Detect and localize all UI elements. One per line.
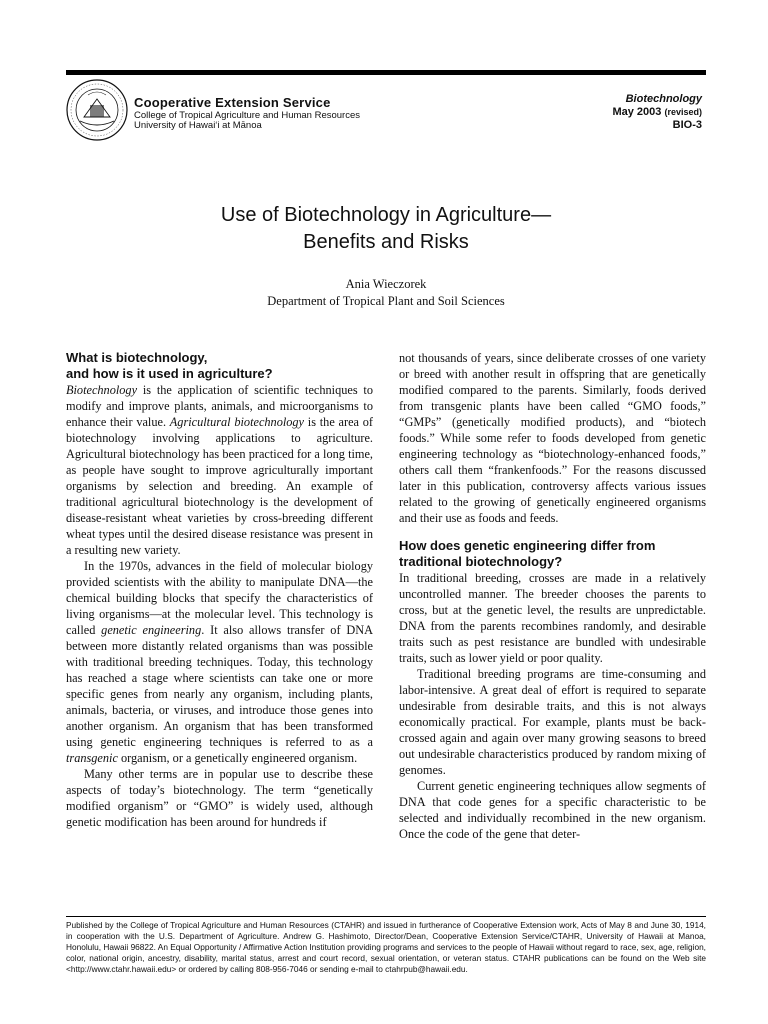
heading-line-2: and how is it used in agriculture? (66, 366, 273, 381)
right-column (399, 350, 706, 842)
publication-date-line (612, 106, 702, 119)
text-span: . It also allows transfer of DNA between more distantly related organisms than was possible with traditional breeding techniques. Today, this technology has reached a stage where scientists can take one or more specific genes from nearly any organism, including plants, animals, bacteria, or viruses, and introduce those genes into another organism. An organism that has been transformed using genetic engineering techniques is referred to as a (66, 623, 373, 749)
byline (66, 276, 706, 310)
paragraph-current-techniques: Current genetic engineering techniques allow segments of DNA that code genes for a specific characteristic to be selected and individually recombined in the new organism. Once the code of the gene that deter- (399, 779, 706, 841)
paragraph-definition (66, 382, 373, 558)
document-title (66, 202, 706, 256)
paragraph-time-consuming: Traditional breeding programs are time-consuming and labor-intensive. A great deal of effort is required to separate undesirable from desirable traits, and this is not always economically practical. For example, plants must be back-crossed again and again over many growing seasons to breed out undesirable characteristics produced by random mixing of genomes. (399, 667, 706, 777)
section-heading-genetic-engineering (399, 538, 706, 570)
term-agricultural-biotechnology: Agricultural biotechnology (169, 415, 305, 429)
title-line-2: Benefits and Risks (303, 231, 469, 253)
term-genetic-engineering: genetic engineering (101, 623, 202, 637)
footer-rule (66, 916, 706, 917)
heading-line-1: What is biotechnology, (66, 350, 208, 365)
paragraph-continued: not thousands of years, since deliberate crosses of one variety or breed with another result in offspring that are genetically modified compared to the parents. Similarly, foods derived from transgenic plants have been called “GMO foods,” “GMPs” (genetically modified products), and “biotech foods.” While some refer to foods developed from genetic engineering technology as “biotechnology-enhanced foods,” others call them “frankenfoods.” For the reasons discussed later in this publication, controversy affects various issues related to the growing of genetically engineered organisms and their use as foods and feeds. (399, 351, 706, 525)
heading-line-1: How does genetic engineering differ from (399, 538, 656, 553)
paragraph-1970s (66, 558, 373, 766)
paragraph-terms: Many other terms are in popular use to describe these aspects of today’s biotechnology. The term “genetically modified organism” or “GMO” is widely used, although genetic modification has been around for hundreds if (66, 767, 373, 829)
left-column (66, 350, 373, 830)
author-name: Ania Wieczorek (345, 277, 427, 291)
title-line-1: Use of Biotechnology in Agriculture— (220, 204, 552, 226)
publication-date: May 2003 (612, 106, 662, 118)
heading-line-2: traditional biotechnology? (399, 554, 563, 569)
publication-footer: Published by the College of Tropical Agriculture and Human Resources (CTAHR) and issued in furtherance of Cooperative Extension work, Acts of May 8 and June 30, 1914, in cooperation with the U.S. Department of Agriculture. Andrew G. Hashimoto, Director/Dean, Cooperative Extension Service/CTAHR, University of Hawaii at Manoa, Honolulu, Hawaii 96822. An Equal Opportunity / Affirmative Action Institution providing programs and services to the people of Hawaii without regard to race, sex, age, religion, color, national origin, ancestry, disability, marital status, arrest and court record, sexual orientation, or veteran status. CTAHR publications can be found on the Web site <http://www.ctahr.hawaii.edu> or ordered by calling 808-956-7046 or sending e-mail to ctahrpub@hawaii.edu. (66, 920, 706, 974)
organization-block (134, 95, 360, 131)
author-department: Department of Tropical Plant and Soil Sciences (267, 294, 505, 308)
org-name: Cooperative Extension Service (134, 95, 331, 110)
org-university: University of Hawai‘i at Mānoa (134, 120, 262, 131)
university-seal-logo (66, 79, 128, 141)
header-rule (66, 70, 706, 75)
paragraph-traditional-breeding: In traditional breeding, crosses are made in a relatively uncontrolled manner. The breeder chooses the parents to cross, but at the genetic level, the results are unpredictable. DNA from the parents recombines randomly, and desirable traits such as pest resistance are bundled with undesirable traits, such as lower yield or poor quality. (399, 571, 706, 665)
text-span: is the application of scientific techniques to modify and improve plants, animals, and microorganisms to enhance their value. (66, 383, 373, 429)
text-span: In the 1970s, advances in the field of molecular biology provided scientists with the ability to manipulate DNA—the chemical building blocks that specify the characteristics of living organisms—at the molecular level. This technology is called (66, 559, 373, 637)
text-span: organism, or a genetically engineered organism. (117, 751, 358, 765)
section-heading-what-is-biotech (66, 350, 373, 382)
text-span: is the area of biotechnology involving applications to agriculture. Agricultural biotechnology has been practiced for a long time, as people have sought to improve agriculturally important organisms by selection and breeding. An example of traditional agricultural biotechnology is the development of disease-resistant wheat varieties by cross-breeding different wheat types until the desired disease resistance was present in a resulting new variety. (66, 415, 373, 557)
series-label: Biotechnology (625, 93, 702, 105)
publication-meta (612, 93, 702, 132)
publication-code: BIO-3 (672, 119, 702, 131)
term-biotechnology: Biotechnology (66, 383, 138, 397)
org-college: College of Tropical Agriculture and Human Resources (134, 110, 361, 121)
revised-label: (revised) (664, 107, 702, 117)
term-transgenic: transgenic (66, 751, 118, 765)
